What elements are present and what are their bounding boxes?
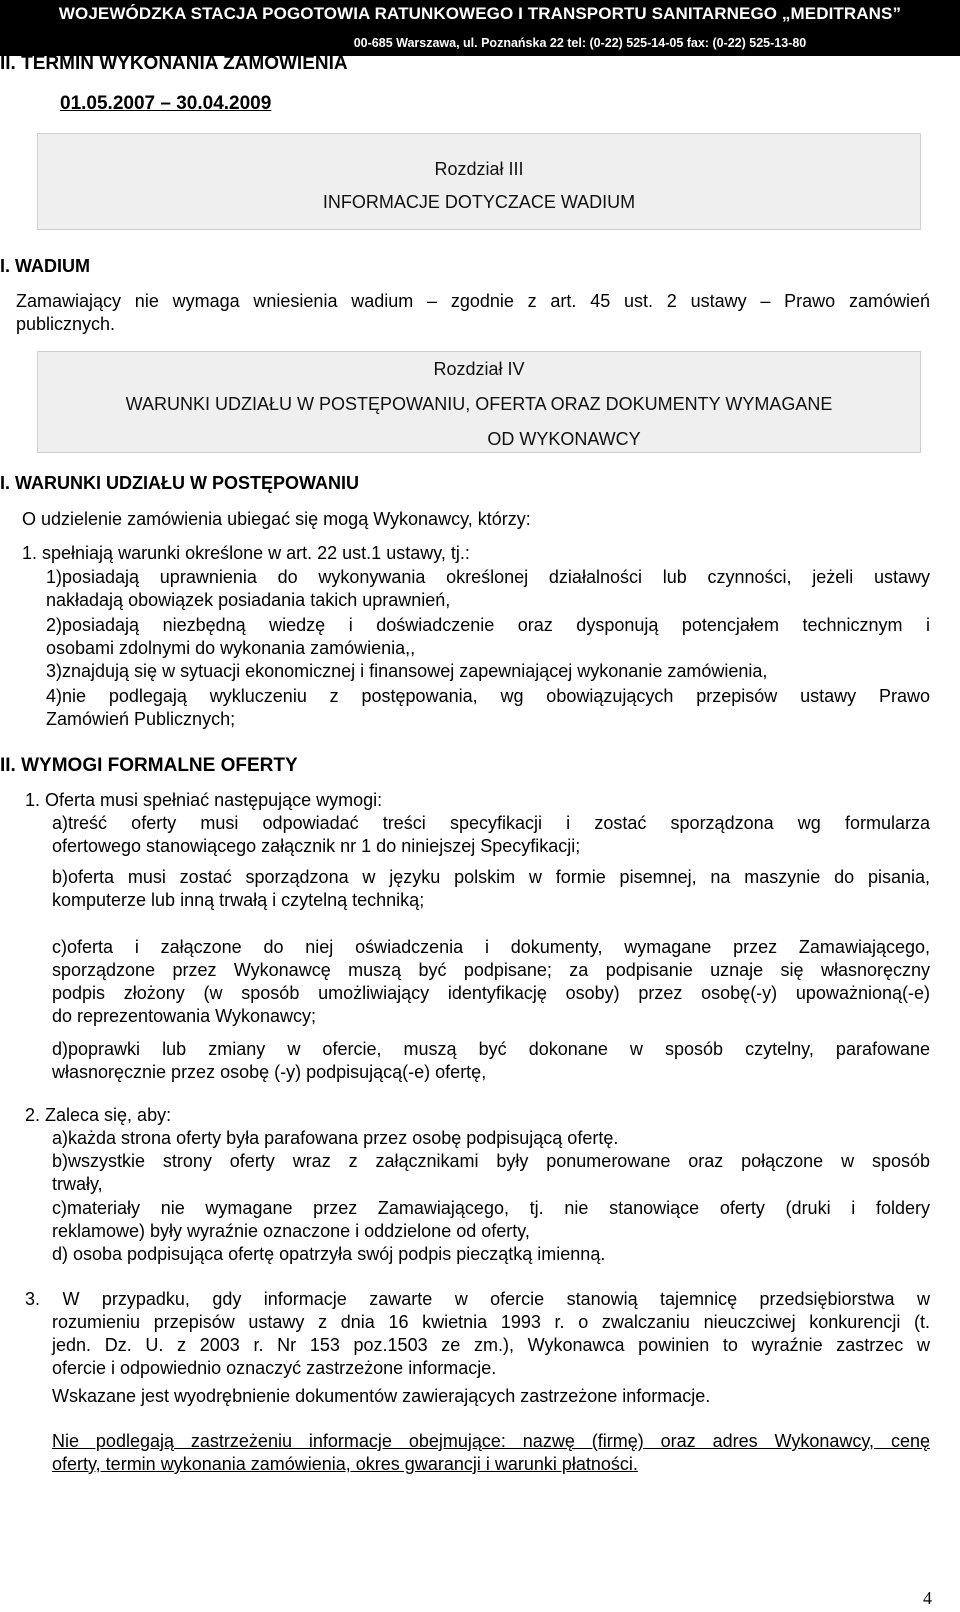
conditions-item1: 1. spełniają warunki określone w art. 22 ust.1 ustawy, tj.: [22, 543, 470, 563]
document-header [0, 0, 960, 56]
organization-name: WOJEWÓDZKA STACJA POGOTOWIA RATUNKOWEGO I TRANSPORTU SANITARNEGO „MEDITRANS” [58, 4, 902, 23]
conditions-sub1-line1: 1)posiadają uprawnienia do wykonywania określonej działalności lub czynności, jeżeli ustawy [46, 567, 930, 587]
formal-recommend-b-line2: trwały, [52, 1174, 103, 1194]
page-number: 4 [923, 1588, 932, 1608]
formal-recommend-b-line1: b)wszystkie strony oferty wraz z załącznikami były ponumerowane oraz połączone w sposób [52, 1151, 930, 1171]
chapter3-number: Rozdział III [434, 159, 524, 179]
formal-p3-line7: oferty, termin wykonania zamówienia, okres gwarancji i warunki płatności. [52, 1454, 638, 1474]
formal-c-line3: podpis złożony (w sposób umożliwiający identyfikację osoby) przez osobę(-y) upoważnioną(-e) [52, 983, 930, 1003]
chapter4-box [37, 351, 921, 453]
formal-d-line1: d)poprawki lub zmiany w ofercie, muszą być dokonane w sposób czytelny, parafowane [52, 1039, 930, 1059]
formal-recommend-c-line1: c)materiały nie wymagane przez Zamawiającego, tj. nie stanowiące oferty (druki i foldery [52, 1198, 930, 1218]
formal-b-line1: b)oferta musi zostać sporządzona w języku polskim w formie pisemnej, na maszynie do pisania, [52, 867, 930, 887]
formal-c-line4: do reprezentowania Wykonawcy; [52, 1006, 316, 1026]
formal-p3-line6: Nie podlegają zastrzeżeniu informacje obejmujące: nazwę (firmę) oraz adres Wykonawcy, cenę [52, 1431, 930, 1451]
conditions-sub2-line1: 2)posiadają niezbędną wiedzę i doświadczenie oraz dysponują potencjałem technicznym i [46, 615, 930, 635]
section-heading-termin: II. TERMIN WYKONANIA ZAMÓWIENIA [0, 53, 348, 74]
conditions-intro: O udzielenie zamówienia ubiegać się mogą Wykonawcy, którzy: [22, 509, 531, 529]
chapter3-title: INFORMACJE DOTYCZACE WADIUM [322, 192, 636, 212]
wadium-text-line2: publicznych. [16, 314, 116, 334]
conditions-sub2-line2: osobami zdolnymi do wykonania zamówienia,, [46, 638, 416, 658]
conditions-sub4-line1: 4)nie podlegają wykluczeniu z postępowania, wg obowiązujących przepisów ustawy Prawo [46, 686, 930, 706]
formal-b-line2: komputerze lub inną trwałą i czytelną techniką; [52, 890, 425, 910]
formal-c-line2: sporządzone przez Wykonawcę muszą być podpisane; za podpisanie uznaje się własnoręczny [52, 960, 930, 980]
chapter4-title-line1: WARUNKI UDZIAŁU W POSTĘPOWANIU, OFERTA ORAZ DOKUMENTY WYMAGANE [125, 394, 833, 414]
formal-p3-line3: jedn. Dz. U. z 2003 r. Nr 153 poz.1503 ze zm.), Wykonawca powinien to wyraźnie zastrzec w [52, 1335, 930, 1355]
wadium-text-line1: Zamawiający nie wymaga wniesienia wadium – zgodnie z art. 45 ust. 2 ustawy – Prawo zamówień [16, 291, 930, 311]
conditions-heading: I. WARUNKI UDZIAŁU W POSTĘPOWANIU [0, 473, 359, 493]
conditions-sub3: 3)znajdują się w sytuacji ekonomicznej i finansowej zapewniającej wykonanie zamówienia, [46, 661, 768, 681]
organization-address: 00-685 Warszawa, ul. Poznańska 22 tel: (0-22) 525-14-05 fax: (0-22) 525-13-80 [353, 36, 807, 50]
conditions-sub4-line2: Zamówień Publicznych; [46, 709, 236, 729]
formal-recommend-c-line2: reklamowe) były wyraźnie oznaczone i oddzielone od oferty, [52, 1221, 530, 1241]
chapter4-title-line2: OD WYKONAWCY [487, 429, 641, 449]
formal-c-line1: c)oferta i załączone do niej oświadczenia i dokumenty, wymagane przez Zamawiającego, [52, 937, 930, 957]
formal-p2: 2. Zaleca się, aby: [25, 1105, 172, 1125]
formal-p3-line5: Wskazane jest wyodrębnienie dokumentów zawierających zastrzeżone informacje. [52, 1386, 711, 1406]
formal-p3-line2: rozumieniu przepisów ustawy z dnia 16 kwietnia 1993 r. o zwalczaniu nieuczciwej konkurencji (t. [52, 1312, 930, 1332]
formal-d-line2: własnoręcznie przez osobę (-y) podpisującą(-e) ofertę, [52, 1062, 487, 1082]
formal-p3-line1: 3. W przypadku, gdy informacje zawarte w ofercie stanowią tajemnicę przedsiębiorstwa w [25, 1289, 930, 1309]
formal-a-line2: ofertowego stanowiącego załącznik nr 1 do niniejszej Specyfikacji; [52, 836, 581, 856]
formal-p1: 1. Oferta musi spełniać następujące wymogi: [25, 790, 383, 810]
formal-recommend-d: d) osoba podpisująca ofertę opatrzyła swój podpis pieczątką imienną. [52, 1244, 606, 1264]
chapter3-box [37, 133, 921, 230]
formal-a-line1: a)treść oferty musi odpowiadać treści specyfikacji i zostać sporządzona wg formularza [52, 813, 930, 833]
formal-recommend-a: a)każda strona oferty była parafowana przez osobę podpisującą ofertę. [52, 1128, 619, 1148]
wadium-heading: I. WADIUM [0, 256, 90, 276]
formal-p3-line4: ofercie i odpowiednio oznaczyć zastrzeżone informacje. [52, 1358, 497, 1378]
formal-heading: II. WYMOGI FORMALNE OFERTY [0, 755, 298, 776]
conditions-sub1-line2: nakładają obowiązek posiadania takich uprawnień, [46, 590, 451, 610]
chapter4-number: Rozdział IV [433, 359, 525, 379]
termin-dates: 01.05.2007 – 30.04.2009 [60, 93, 272, 114]
